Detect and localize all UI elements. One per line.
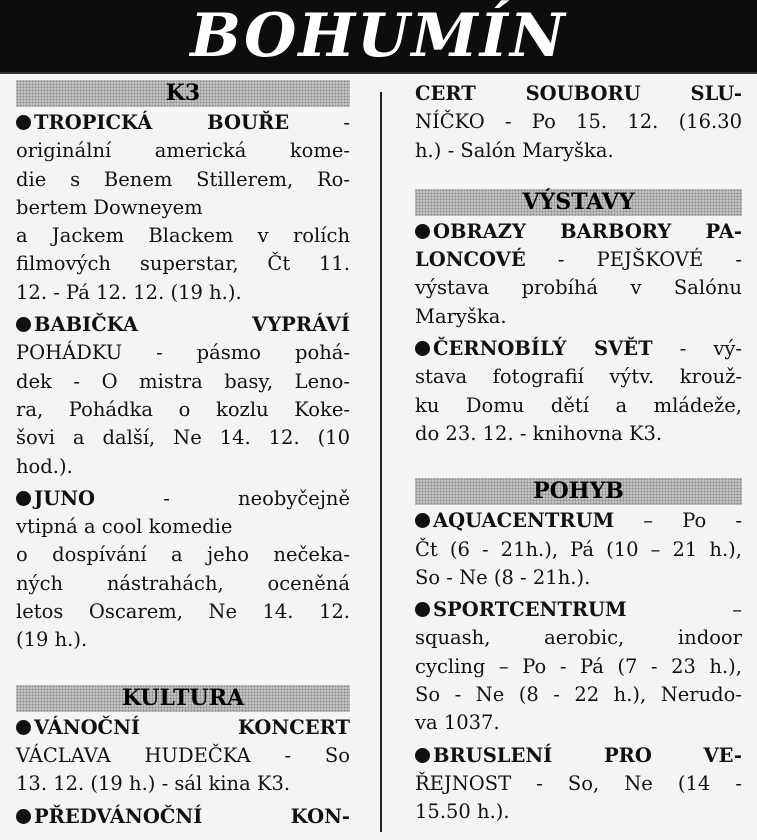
listing-aquacentrum [415,507,742,592]
listing-line: POHÁDKU - pásmo pohá- [16,341,350,365]
listing-line: a Jackem Blackem v rolích [16,224,350,248]
listing-line: die s Benem Stillerem, Ro- [16,167,350,191]
listing-line: výstava probíhá v Salónu [415,276,742,300]
listing-brusleni [415,742,742,827]
listing-line: dek - O mistra basy, Leno- [16,369,350,393]
listing-line: So - Ne (8 - 22 h.), Nerudo- [415,683,742,707]
listing-line: CERT SOUBORU SLU- [415,82,742,105]
section-heading-pohyb: POHYB [415,478,742,505]
bullet-icon [16,491,31,506]
listing-line: AQUACENTRUM – Po - [415,507,742,535]
listing-line: šovi a další, Ne 14. 12. (10 [16,426,350,450]
bullet-icon [415,341,430,356]
listing-juno [16,485,350,655]
masthead [0,0,757,72]
listing-cernobily-svet [415,335,742,448]
listing-line: PŘEDVÁNOČNÍ KON- [16,803,350,831]
bullet-icon [415,513,430,528]
listing-line: bertem Downeyem [16,195,203,219]
section-heading-k3: K3 [16,80,350,107]
right-column [415,80,742,831]
listing-line: ra, Pohádka o kozlu Koke- [16,397,350,421]
listing-line: 15.50 h.). [415,800,510,824]
listing-line: Čt (6 - 21h.), Pá (10 – 21 h.), [415,537,742,561]
listing-line: squash, aerobic, indoor [415,626,742,650]
listing-line: NÍČKO - Po 15. 12. (16.30 [415,110,742,134]
bullet-icon [16,317,31,332]
section-heading-vystavy: VÝSTAVY [415,189,742,216]
masthead-rule [0,72,757,74]
listing-line: LONCOVÉ - PEJŠKOVÉ - [415,248,742,272]
listing-line: ku Domu dětí a mládeže, [415,393,742,417]
listing-line: SPORTCENTRUM – [415,596,742,624]
listing-line: hod.). [16,454,73,478]
bullet-icon [16,115,31,130]
listing-line: So - Ne (8 - 21h.). [415,565,591,589]
listing-line: BRUSLENÍ PRO VE- [415,742,742,770]
listing-line: Maryška. [415,304,507,328]
listing-line: VÁNOČNÍ KONCERT [16,714,350,742]
column-divider [380,92,382,832]
bullet-icon [415,224,430,239]
listing-line: o dospívání a jeho nečeka- [16,543,350,567]
listing-line: 13. 12. (19 h.) - sál kina K3. [16,772,291,796]
listing-line: OBRAZY BARBORY PA- [415,218,742,246]
bullet-icon [16,720,31,735]
bullet-icon [16,809,31,824]
listing-line: letos Oscarem, Ne 14. 12. [16,600,350,624]
listing-line: filmových superstar, Čt 11. [16,252,350,276]
listing-sportcentrum [415,596,742,737]
listing-line: ČERNOBÍLÝ SVĚT - vý- [415,335,742,363]
listing-line: 12. - Pá 12. 12. (19 h.). [16,280,242,304]
listing-line: VÁCLAVA HUDEČKA - So [16,743,350,767]
listing-line: vtipná a cool komedie [16,515,233,539]
listing-line: (19 h.). [16,628,88,652]
listing-predvanocni-koncert [16,803,350,831]
listing-tropicka-boure [16,109,350,307]
listing-line: originální americká kome- [16,139,350,163]
listing-line: stava fotografií výtv. krouž- [415,365,742,389]
listing-line: h.) - Salón Maryška. [415,138,614,162]
listing-obrazy-barbory [415,218,742,331]
listing-line: ŘEJNOST - So, Ne (14 - [415,771,742,795]
listing-babicka-vypravi-pohadku [16,311,350,481]
listing-line: TROPICKÁ BOUŘE - [16,109,350,137]
section-heading-kultura: KULTURA [16,685,350,712]
listing-line: ných nástrahách, oceněná [16,571,350,595]
listing-line: do 23. 12. - knihovna K3. [415,421,663,445]
listing-koncert-continuation [415,80,742,165]
listing-line: JUNO - neobyčejně [16,485,350,513]
listing-line: cycling – Po - Pá (7 - 23 h.), [415,654,742,678]
listing-vanocni-koncert [16,714,350,799]
bullet-icon [415,748,430,763]
left-column [16,80,350,835]
listing-line: BABIČKA VYPRÁVÍ [16,311,350,339]
listing-line: va 1037. [415,711,500,735]
bullet-icon [415,602,430,617]
page-title: BOHUMÍN [190,1,567,71]
